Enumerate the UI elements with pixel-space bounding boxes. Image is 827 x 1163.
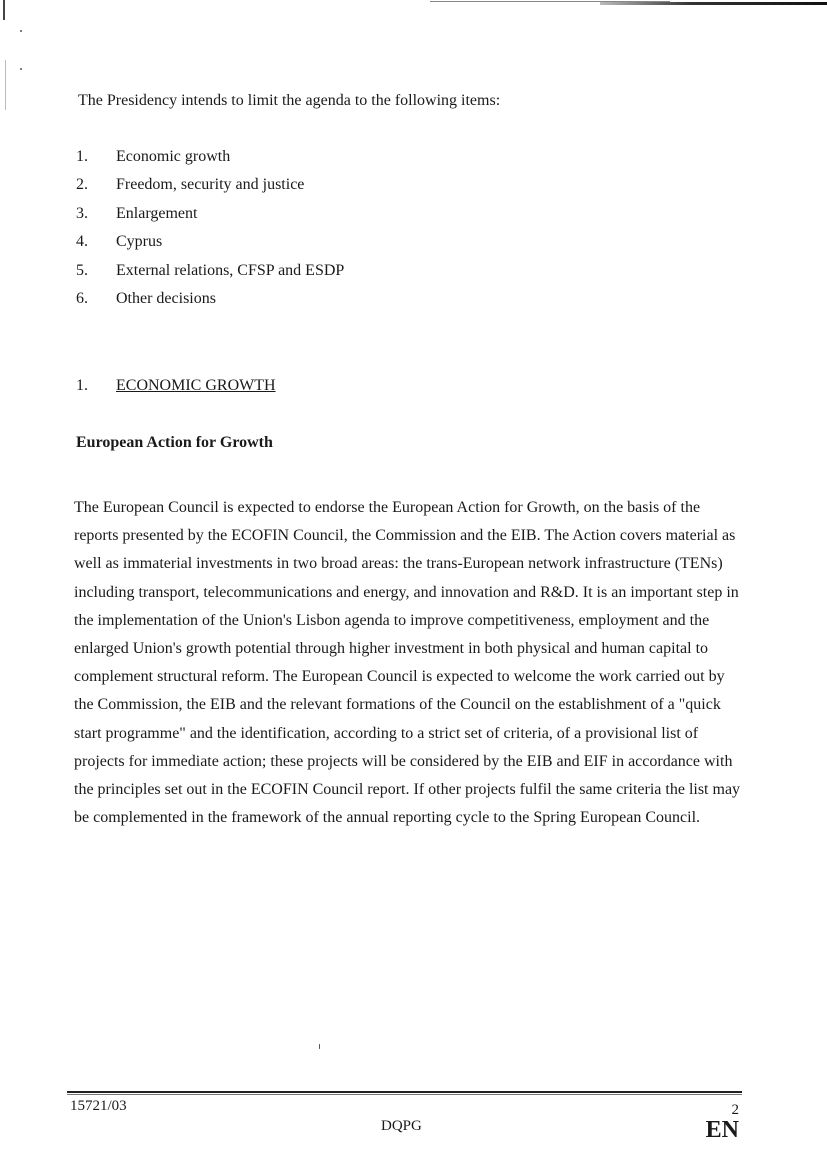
item-number: 2. <box>76 176 88 194</box>
footer-rule <box>67 1091 742 1093</box>
item-label: Freedom, security and justice <box>116 176 305 194</box>
item-label: External relations, CFSP and ESDP <box>116 261 345 279</box>
language-code: EN <box>705 1117 739 1143</box>
list-item <box>76 176 344 204</box>
item-number: 4. <box>76 233 88 251</box>
scan-speck <box>20 68 22 70</box>
item-number: 1. <box>76 148 88 165</box>
list-item <box>76 290 344 318</box>
item-label: Other decisions <box>116 289 216 307</box>
page-number: 2 <box>731 1102 739 1118</box>
agenda-intro: The Presidency intends to limit the agenda to the following items: <box>78 92 501 109</box>
scan-speck <box>20 30 22 32</box>
scan-speck <box>319 1044 320 1049</box>
list-item <box>76 148 344 176</box>
item-label: Enlargement <box>116 204 198 222</box>
scan-artifact-left-faint <box>5 60 6 110</box>
subheading: European Action for Growth <box>76 434 273 451</box>
scan-artifact-left <box>3 0 5 20</box>
department-code: DQPG <box>381 1118 422 1134</box>
agenda-list <box>76 148 344 318</box>
list-item <box>76 262 344 290</box>
section-number: 1. <box>76 377 88 394</box>
footer-rule-thin <box>67 1094 742 1095</box>
section-title: ECONOMIC GROWTH <box>116 377 276 394</box>
list-item <box>76 233 344 261</box>
item-number: 5. <box>76 261 88 279</box>
item-label: Cyprus <box>116 233 163 251</box>
item-label: Economic growth <box>116 148 231 165</box>
body-paragraph: The European Council is expected to endorse the European Action for Growth, on the basis of the reports presented by the ECOFIN Council, the Commission and the EIB. The Action covers material as well as immaterial investments in two broad areas: the trans-European network infrastructure (TENs) including transport, telecommunications and energy, and innovation and R&D. It is an important step in the implementation of the Union's Lisbon agenda to improve competitiveness, employment and the enlarged Union's growth potential through higher investment in both physical and human capital to complement structural reform. The European Council is expected to welcome the work carried out by the Commission, the EIB and the relevant formations of the Council on the establishment of a "quick start programme" and the identification, according to a strict set of criteria, of a provisional list of projects for immediate action; these projects will be considered by the EIB and EIF in accordance with the principles set out in the ECOFIN Council report. If other projects fulfil the same criteria the list may be complemented in the framework of the annual reporting cycle to the Spring European Council. <box>74 499 741 827</box>
section-heading <box>76 377 276 395</box>
item-number: 3. <box>76 204 88 222</box>
list-item <box>76 205 344 233</box>
document-number: 15721/03 <box>70 1098 127 1114</box>
scan-artifact-top <box>430 0 827 8</box>
item-number: 6. <box>76 289 88 307</box>
